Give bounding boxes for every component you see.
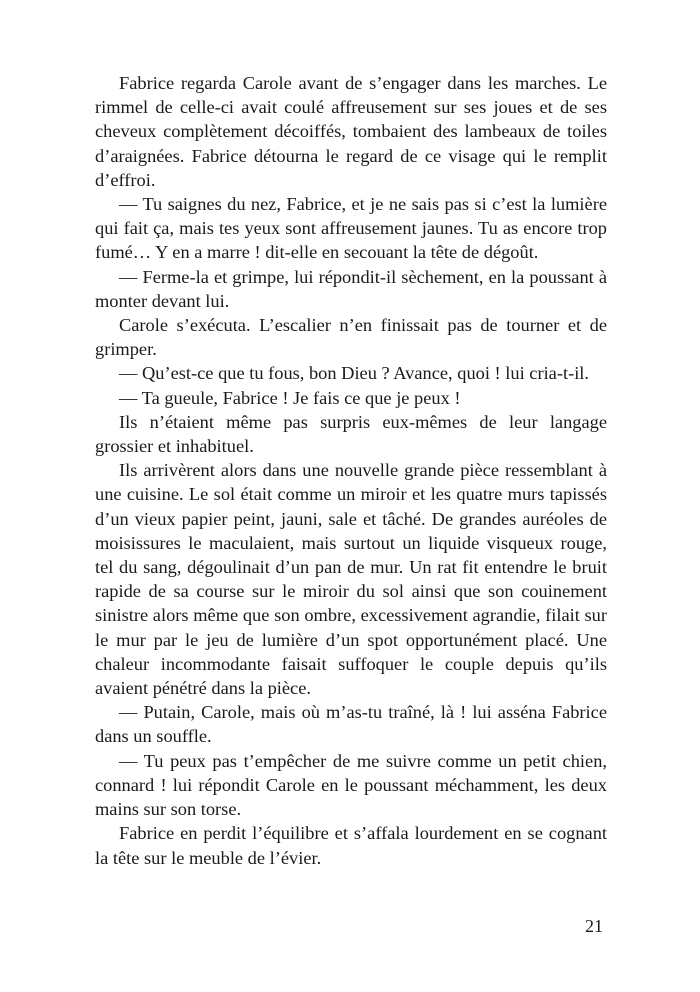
body-text [95, 71, 607, 870]
paragraph: Ils arrivèrent alors dans une nouvelle grande pièce ressemblant à une cuisine. Le sol était comme un miroir et les quatre murs tapissés d’un vieux papier peint, jauni, sale et tâché. De grandes auréoles de moisissures le maculaient, mais surtout un liquide visqueux rouge, tel du sang, dégoulinait d’un pan de mur. Un rat fit entendre le bruit rapide de sa course sur le miroir du sol ainsi que son couinement sinistre alors même que son ombre, excessivement agrandie, filait sur le mur par le jeu de lumière d’un spot opportunément placé. Une chaleur incommodante faisait suffoquer le couple depuis qu’ils avaient pénétré dans la pièce. [95, 460, 607, 699]
paragraph: Fabrice regarda Carole avant de s’engager dans les marches. Le rimmel de celle-ci avait coulé affreusement sur ses joues et de ses cheveux complètement décoiffés, tombaient des lambeaux de toiles d’araignées. Fabrice détourna le regard de ce visage qui le remplit d’effroi. [95, 73, 607, 190]
paragraph: — Tu saignes du nez, Fabrice, et je ne sais pas si c’est la lumière qui fait ça, mais tes yeux sont affreusement jaunes. Tu as encore trop fumé… Y en a marre ! dit-elle en secouant la tête de dégoût. [95, 194, 607, 263]
paragraph: Ils n’étaient même pas surpris eux-mêmes de leur langage grossier et inhabituel. [95, 411, 607, 457]
paragraph: — Tu peux pas t’empêcher de me suivre comme un petit chien, connard ! lui répondit Carole en le poussant méchamment, les deux mains sur son torse. [95, 750, 607, 820]
paragraph: Carole s’exécuta. L’escalier n’en finissait pas de tourner et de grimper. [95, 315, 607, 360]
paragraph: — Qu’est-ce que tu fous, bon Dieu ? Avance, quoi ! lui cria-t-il. [119, 363, 590, 384]
paragraph: — Ferme-la et grimpe, lui répondit-il sèchement, en la poussant à monter devant lui. [95, 266, 607, 311]
paragraph: — Putain, Carole, mais où m’as-tu traîné, là ! lui asséna Fabrice dans un souffle. [95, 702, 607, 747]
paragraph: Fabrice en perdit l’équilibre et s’affala lourdement en se cognant la tête sur le meuble de l’évier. [95, 823, 607, 868]
paragraph: — Ta gueule, Fabrice ! Je fais ce que je peux ! [119, 387, 461, 408]
page-number: 21 [585, 916, 603, 936]
